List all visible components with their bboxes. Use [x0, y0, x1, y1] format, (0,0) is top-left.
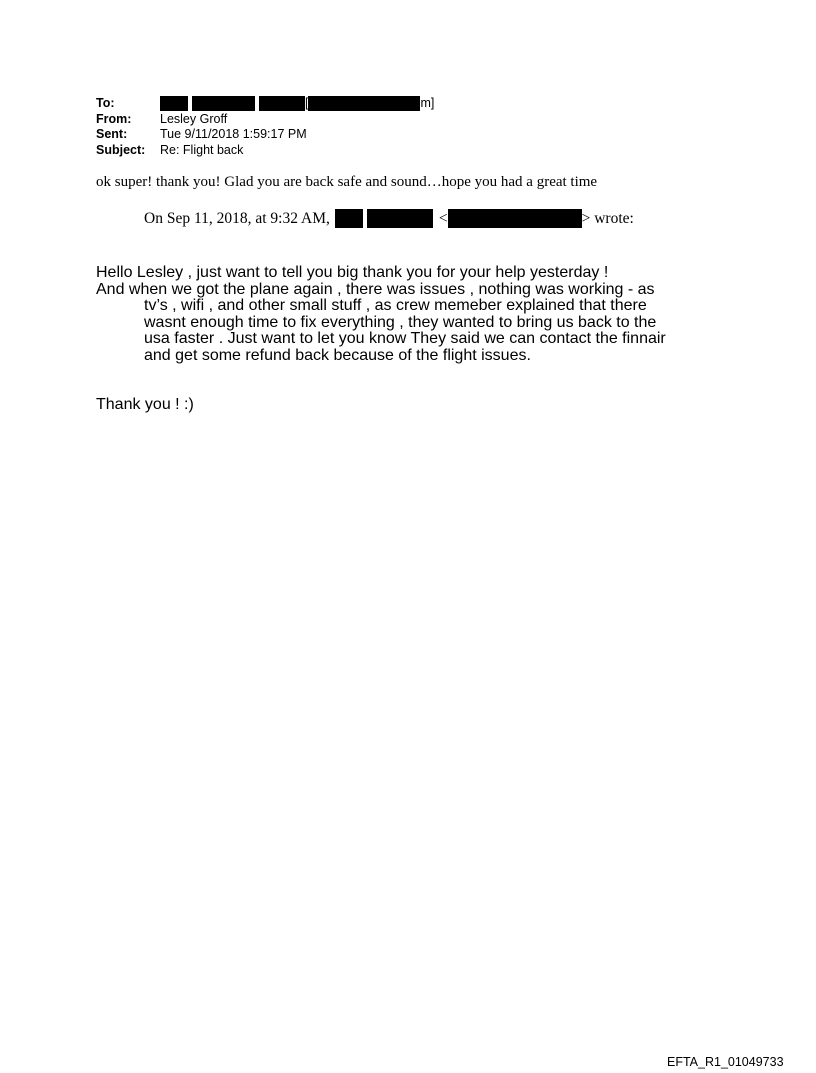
message-line: Hello Lesley , just want to tell you big thank you for your help yesterday ! — [96, 264, 609, 281]
to-fragment-end: m] — [420, 96, 435, 110]
message-line: usa faster . Just want to let you know They said we can contact the finnair — [144, 330, 666, 347]
subject-label: Subject: — [96, 142, 146, 157]
subject-row — [96, 143, 434, 159]
redaction-block — [160, 96, 188, 111]
redaction-block — [367, 209, 433, 228]
sent-label: Sent: — [96, 127, 128, 141]
email-header — [96, 96, 434, 158]
to-fragment-bracket: [ — [305, 96, 309, 110]
redaction-block — [308, 96, 420, 111]
message-line: tv’s , wifi , and other small stuff , as crew memeber explained that there — [144, 297, 647, 314]
sent-row — [96, 127, 434, 143]
from-label: From: — [96, 111, 132, 126]
to-label: To: — [96, 96, 115, 110]
message-line: wasnt enough time to fix everything , they wanted to bring us back to the — [144, 313, 657, 331]
document-id: EFTA_R1_01049733 — [667, 1055, 784, 1069]
subject-value: Re: Flight back — [160, 142, 244, 157]
quote-attribution — [144, 209, 634, 228]
reply-text: ok super! thank you! Glad you are back safe and sound…hope you had a great time — [96, 174, 598, 190]
redaction-block — [448, 209, 582, 228]
to-row — [96, 96, 434, 112]
quote-suffix: > wrote: — [581, 209, 634, 227]
redaction-block — [259, 96, 305, 111]
from-value: Lesley Groff — [160, 111, 228, 126]
redaction-block — [335, 209, 363, 228]
sent-value: Tue 9/11/2018 1:59:17 PM — [160, 127, 307, 141]
quote-prefix: On Sep 11, 2018, at 9:32 AM, — [144, 209, 330, 227]
quote-lt: < — [438, 209, 448, 227]
message-closing: Thank you ! :) — [96, 396, 194, 413]
message-line: and get some refund back because of the flight issues. — [144, 346, 531, 364]
message-body — [96, 265, 666, 364]
redaction-block — [192, 96, 255, 111]
message-line: And when we got the plane again , there was issues , nothing was working - as — [96, 280, 655, 298]
from-row — [96, 112, 434, 128]
